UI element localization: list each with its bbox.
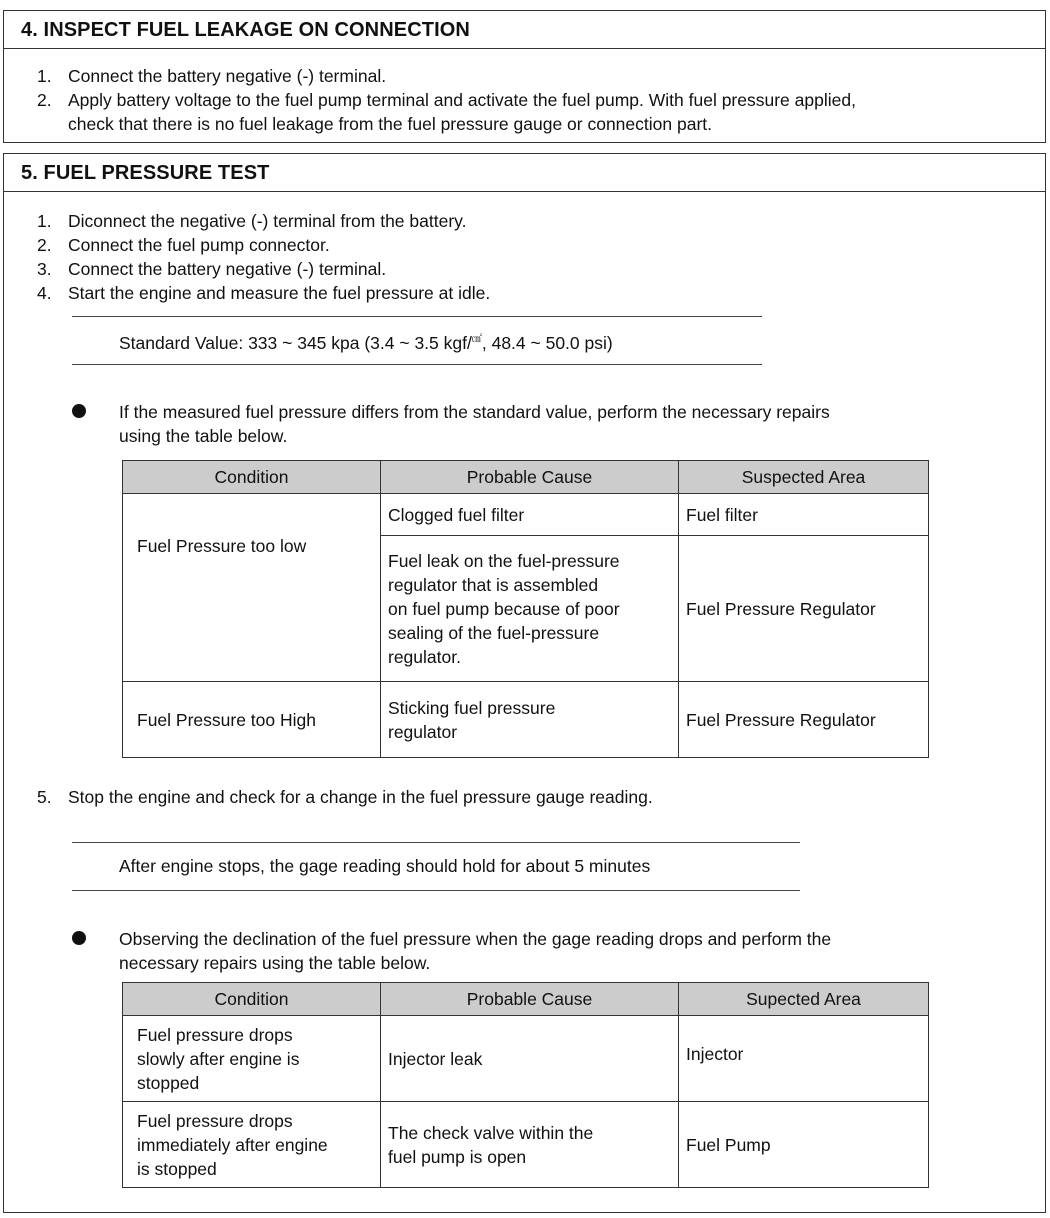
- diagnosis-table-pressure-drop: [122, 982, 929, 1188]
- step-list: [4, 785, 1044, 809]
- bullet-icon: [72, 404, 86, 418]
- table-cell: Sticking fuel pressure regulator: [381, 682, 679, 758]
- table-header-row: [123, 983, 929, 1016]
- list-item: 1. Diconnect the negative (-) terminal from the battery.: [37, 211, 467, 231]
- table-cell: Fuel pressure drops slowly after engine is stopped: [123, 1016, 381, 1102]
- column-header: Condition: [123, 983, 381, 1016]
- table-header-row: [123, 461, 929, 494]
- section-title: 5. FUEL PRESSURE TEST: [4, 154, 1045, 192]
- standard-value-box: Standard Value: 333 ~ 345 kpa (3.4 ~ 3.5 kgf/㎠, 48.4 ~ 50.0 psi): [72, 316, 762, 365]
- column-header: Suspected Area: [679, 461, 929, 494]
- diagnosis-table-pressure: [122, 460, 929, 758]
- table-row: [123, 494, 929, 536]
- list-item: 3. Connect the battery negative (-) terminal.: [37, 259, 387, 279]
- table-cell: Fuel pressure drops immediately after engine is stopped: [123, 1102, 381, 1188]
- column-header: Probable Cause: [381, 983, 679, 1016]
- hold-note-box: After engine stops, the gage reading should hold for about 5 minutes: [72, 842, 800, 891]
- list-item: 4. Start the engine and measure the fuel pressure at idle.: [37, 283, 491, 303]
- table-cell: Injector leak: [381, 1016, 679, 1102]
- bullet-icon: [72, 931, 86, 945]
- list-item: 5. Stop the engine and check for a change in the fuel pressure gauge reading.: [37, 787, 653, 807]
- list-item: 2. Apply battery voltage to the fuel pump terminal and activate the fuel pump. With fuel pressure applied, check that there is no fuel leakage from the fuel pressure gauge or connection part.: [37, 90, 856, 134]
- section-fuel-pressure-test: 5. FUEL PRESSURE TEST 1. Diconnect the negative (-) terminal from the battery. 2. Connect the fuel pump connector. 3. Connect the battery negative (-) terminal. 4. Start the engine and measure the fuel pressure at idle. Standard Value: 333 ~ 345 kpa (3.4 ~ 3.5 kgf/㎠, 48.4 ~ 50.0 psi) If the measured fuel pressure differs from the standard value, perform the necessary repairs using the table below. Condition Probable Cause Suspected Area Fuel Pressure too low Clogged fuel filter Fuel filter Fuel leak on the fuel-pressure regulator that is assembled on fuel pump because of poor sealing of the fuel-pressure regulator. Fuel Pressure Regulator Fuel Pressure too High Sticking fuel pressure regulator Fuel Pressure Regulator 5. Stop the engine and check for a change in the fuel pressure gauge reading. After engine stops, the gage reading should hold for about 5 minutes Observing the declination of the fuel pressure when the gage reading drops and perform the necessary repairs using the table below. Condition Probable Cause Supected Area Fuel pressure drops slowly after engine is stopped Injector leak Injector Fuel pressure drops immediately after engine is stopped The check valve within the fuel pump is open Fuel Pump: [3, 153, 1046, 1213]
- step-list: [4, 64, 1044, 136]
- table-cell: The check valve within the fuel pump is open: [381, 1102, 679, 1188]
- table-cell: Fuel Pressure too low: [123, 494, 381, 682]
- list-item: 2. Connect the fuel pump connector.: [37, 235, 330, 255]
- table-row: [123, 1102, 929, 1188]
- column-header: Condition: [123, 461, 381, 494]
- table-cell: Fuel Pump: [679, 1102, 929, 1188]
- table-cell: Fuel Pressure too High: [123, 682, 381, 758]
- table-cell: Fuel filter: [679, 494, 929, 536]
- table-cell: Injector: [679, 1016, 929, 1102]
- table-cell: Fuel Pressure Regulator: [679, 682, 929, 758]
- table-cell: Fuel leak on the fuel-pressure regulator that is assembled on fuel pump because of poor sealing of the fuel-pressure regulator.: [381, 536, 679, 682]
- column-header: Probable Cause: [381, 461, 679, 494]
- table-cell: Clogged fuel filter: [381, 494, 679, 536]
- table-row: [123, 682, 929, 758]
- step-list: [4, 209, 1044, 305]
- section-inspect-fuel-leakage: [3, 10, 1046, 143]
- section-title: 4. INSPECT FUEL LEAKAGE ON CONNECTION: [4, 11, 1045, 49]
- column-header: Supected Area: [679, 983, 929, 1016]
- list-item: 1. Connect the battery negative (-) terminal.: [37, 66, 387, 86]
- table-cell: Fuel Pressure Regulator: [679, 536, 929, 682]
- table-row: [123, 1016, 929, 1102]
